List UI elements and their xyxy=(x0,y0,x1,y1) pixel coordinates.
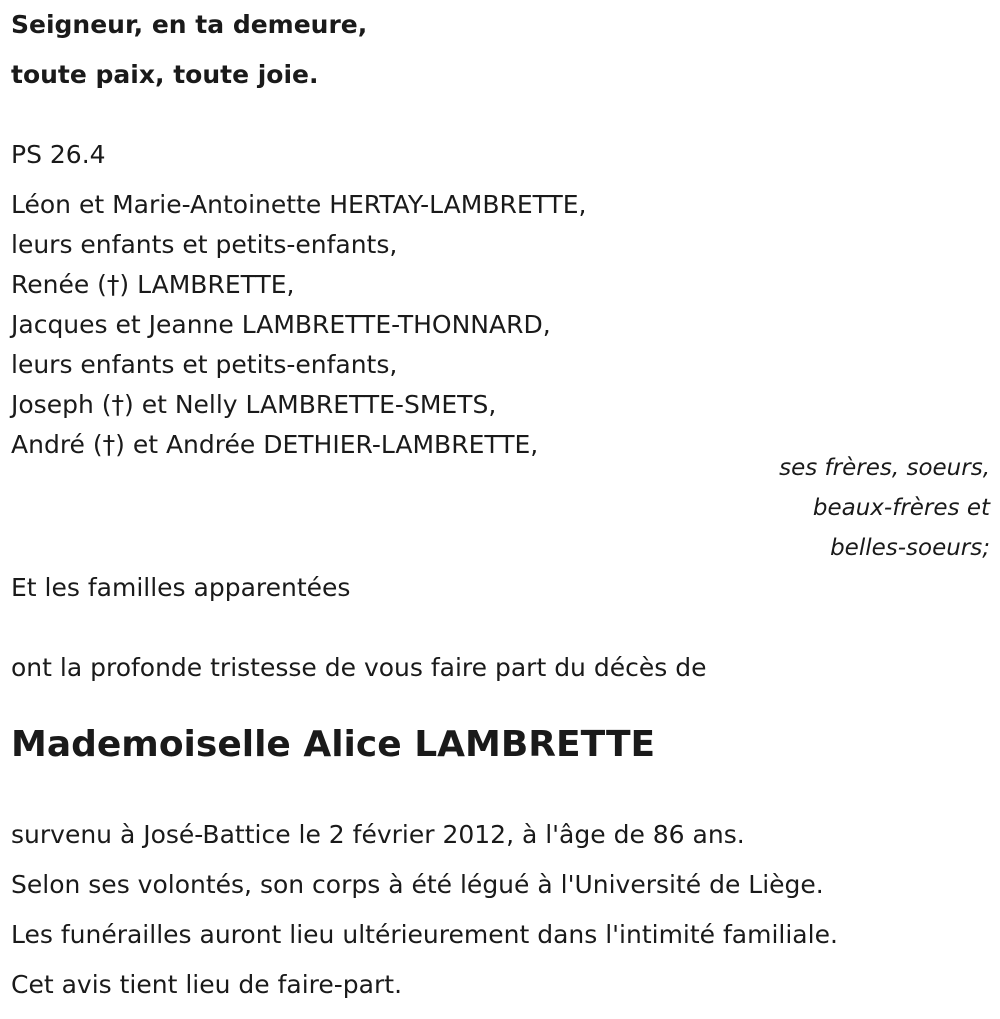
family-line: Renée (†) LAMBRETTE, xyxy=(11,270,295,299)
detail-line: Les funérailles auront lieu ultérieurement dans l'intimité familiale. xyxy=(11,920,838,949)
psalm-reference: PS 26.4 xyxy=(11,140,106,169)
deceased-name: Mademoiselle Alice LAMBRETTE xyxy=(11,724,656,765)
detail-line: survenu à José-Battice le 2 février 2012, à l'âge de 86 ans. xyxy=(11,820,745,849)
family-line: Jacques et Jeanne LAMBRETTE-THONNARD, xyxy=(11,310,551,339)
family-line: Léon et Marie-Antoinette HERTAY-LAMBRETTE, xyxy=(11,190,587,219)
relation-line: ses frères, soeurs, xyxy=(779,455,990,481)
relation-line: belles-soeurs; xyxy=(830,535,990,561)
family-line: leurs enfants et petits-enfants, xyxy=(11,350,398,379)
detail-line: Selon ses volontés, son corps à été légué à l'Université de Liège. xyxy=(11,870,824,899)
family-line: Joseph (†) et Nelly LAMBRETTE-SMETS, xyxy=(11,390,497,419)
epigraph-line-1: Seigneur, en ta demeure, xyxy=(11,10,368,39)
relation-line: beaux-frères et xyxy=(812,495,990,521)
detail-line: Cet avis tient lieu de faire-part. xyxy=(11,970,403,999)
epigraph-line-2: toute paix, toute joie. xyxy=(11,60,319,89)
family-line: leurs enfants et petits-enfants, xyxy=(11,230,398,259)
announcement: ont la profonde tristesse de vous faire part du décès de xyxy=(11,653,707,682)
extended-family: Et les familles apparentées xyxy=(11,573,351,602)
family-line: André (†) et Andrée DETHIER-LAMBRETTE, xyxy=(11,430,539,459)
